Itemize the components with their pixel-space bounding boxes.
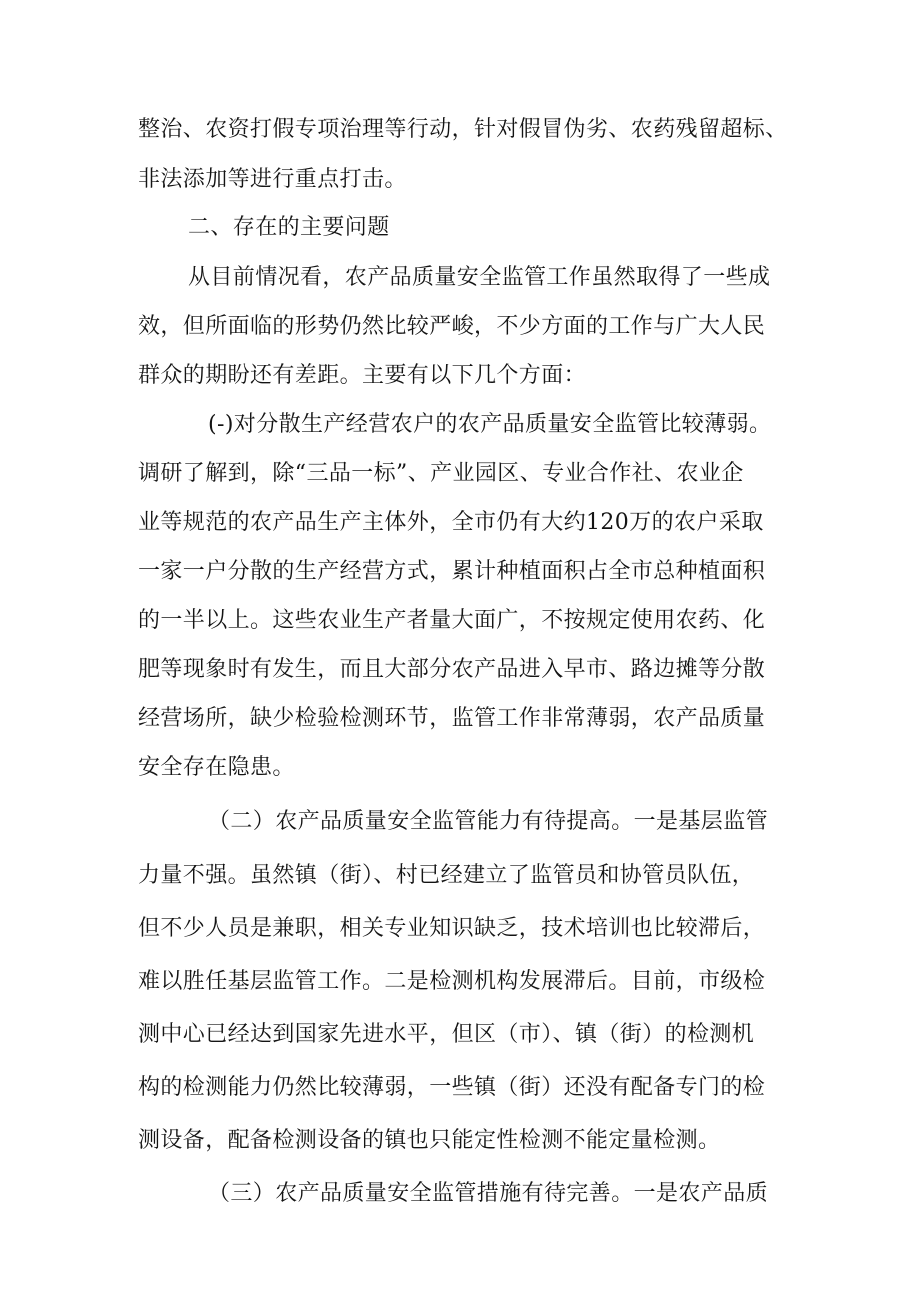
body-text-line: 调研了解到，除“三品一标”、产业园区、专业合作社、农业企 bbox=[138, 461, 744, 486]
body-text-line: 构的检测能力仍然比较薄弱，一些镇（街）还没有配备专门的检 bbox=[138, 1075, 766, 1100]
body-text-line: 安全存在隐患。 bbox=[138, 755, 295, 780]
subsection-heading: （三）农产品质量安全监管措施有待完善。一是农产品质 bbox=[208, 1181, 769, 1206]
body-text-line: 效，但所面临的形势仍然比较严峻，不少方面的工作与广大人民 bbox=[138, 314, 766, 339]
body-text-line: 一家一户分散的生产经营方式，累计种植面积占全市总种植面积 bbox=[138, 559, 766, 584]
body-text-line: 非法添加等进行重点打击。 bbox=[138, 167, 407, 192]
body-text-line: 群众的期盼还有差距。主要有以下几个方面： bbox=[138, 363, 587, 388]
body-text-line: 肥等现象时有发生，而且大部分农产品进入早市、路边摊等分散 bbox=[138, 657, 766, 682]
body-text-line: 难以胜任基层监管工作。二是检测机构发展滞后。目前，市级检 bbox=[138, 969, 766, 994]
body-text-line: 整治、农资打假专项治理等行动，针对假冒伪劣、农药残留超标、 bbox=[138, 117, 788, 142]
body-text-line: 经营场所，缺少检验检测环节，监管工作非常薄弱，农产品质量 bbox=[138, 706, 766, 731]
subsection-heading: （二）农产品质量安全监管能力有待提高。一是基层监管 bbox=[208, 809, 769, 834]
body-text-line: 但不少人员是兼职，相关专业知识缺乏，技术培训也比较滞后， bbox=[138, 916, 766, 941]
body-text-line: 测设备，配备检测设备的镇也只能定性检测不能定量检测。 bbox=[138, 1128, 721, 1153]
body-text-line: 的一半以上。这些农业生产者量大面广，不按规定使用农药、化 bbox=[138, 608, 766, 633]
body-text-line: 测中心已经达到国家先进水平，但区（市）、镇（街）的检测机 bbox=[138, 1022, 755, 1047]
body-text-line: 从目前情况看，农产品质量安全监管工作虽然取得了一些成 bbox=[188, 265, 771, 290]
body-text-line: 业等规范的农产品生产主体外，全市仍有大约120万的农户采取 bbox=[138, 510, 764, 535]
section-heading: 二、存在的主要问题 bbox=[188, 215, 390, 240]
subsection-heading: (-)对分散生产经营农户的农产品质量安全监管比较薄弱。 bbox=[208, 412, 772, 437]
body-text-line: 力量不强。虽然镇（街）、村已经建立了监管员和协管员队伍， bbox=[138, 863, 755, 888]
